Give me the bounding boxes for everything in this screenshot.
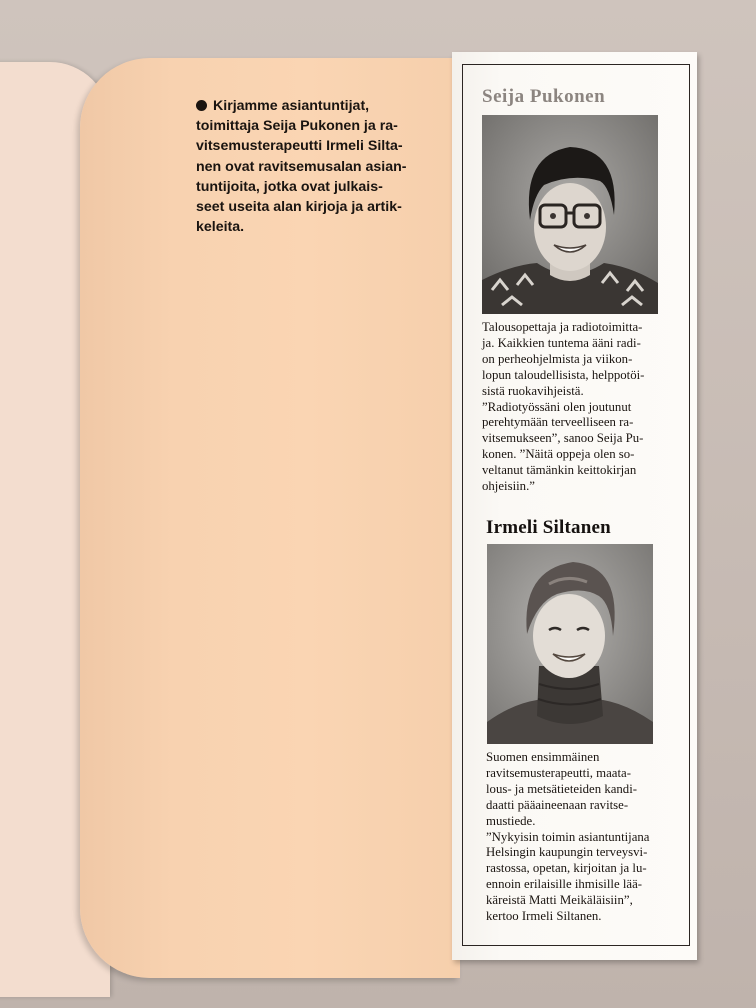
- expert2-bio-line: mustiede.: [486, 813, 536, 828]
- expert1-bio-line: ”Radiotyössäni olen joutunut: [482, 399, 632, 414]
- expert2-bio-line: daatti pääaineenaan ravitse-: [486, 797, 629, 812]
- expert2-bio: [486, 750, 691, 925]
- expert2-bio-line: Suomen ensimmäinen: [486, 750, 600, 764]
- expert1-bio: [482, 320, 687, 495]
- expert2-name: Irmeli Siltanen: [486, 517, 611, 538]
- expert2-bio-line: ennoin erilaisille ihmisille lää-: [486, 877, 643, 892]
- expert1-bio-line: ja. Kaikkien tuntema ääni radi-: [482, 335, 641, 350]
- intro-line-2: toimittaja Seija Pukonen ja ra-: [196, 118, 398, 135]
- expert2-bio-line: käreistä Matti Meikäläisiin”,: [486, 893, 633, 908]
- expert1-bio-line: lopun taloudellisista, helppotöi-: [482, 367, 645, 382]
- expert1-portrait-photo: [482, 115, 658, 314]
- intro-line-3: vitsemusterapeutti Irmeli Silta-: [196, 138, 403, 155]
- expert2-bio-line: Helsingin kaupungin terveysvi-: [486, 845, 648, 860]
- expert2-bio-line: ”Nykyisin toimin asiantuntijana: [486, 829, 650, 844]
- expert1-bio-line: ohjeisiin.”: [482, 479, 535, 494]
- intro-line-5: tuntijoita, jotka ovat julkais-: [196, 178, 383, 195]
- expert1-name: Seija Pukonen: [482, 86, 606, 107]
- expert2-portrait-photo: [487, 544, 653, 744]
- expert1-bio-line: veltanut tämänkin keittokirjan: [482, 463, 637, 478]
- intro-line-7: keleita.: [196, 219, 245, 236]
- intro-line-6: seet useita alan kirjoja ja artik-: [196, 199, 402, 216]
- expert1-bio-line: vitsemukseen”, sanoo Seija Pu-: [482, 431, 644, 446]
- intro-paragraph: [196, 96, 408, 237]
- expert1-bio-line: on perheohjelmista ja viikon-: [482, 351, 633, 366]
- expert1-bio-line: Talousopettaja ja radiotoimitta-: [482, 320, 643, 334]
- expert2-bio-line: lous- ja metsätieteiden kandi-: [486, 781, 638, 796]
- expert2-bio-line: ravitsemusterapeutti, maata-: [486, 765, 631, 780]
- expert1-bio-line: konen. ”Näitä oppeja olen so-: [482, 447, 635, 462]
- expert2-bio-line: rastossa, opetan, kirjoitan ja lu-: [486, 861, 647, 876]
- expert2-bio-line: kertoo Irmeli Siltanen.: [486, 909, 602, 924]
- intro-line-1-text: Kirjamme asiantuntijat,: [213, 98, 370, 114]
- intro-line-4: nen ovat ravitsemusalan asian-: [196, 158, 407, 175]
- bullet-icon: [196, 100, 207, 111]
- expert1-bio-line: sistä ruokavihjeistä.: [482, 383, 584, 398]
- intro-line-1: [196, 96, 408, 116]
- expert1-bio-line: perehtymään terveelliseen ra-: [482, 415, 634, 430]
